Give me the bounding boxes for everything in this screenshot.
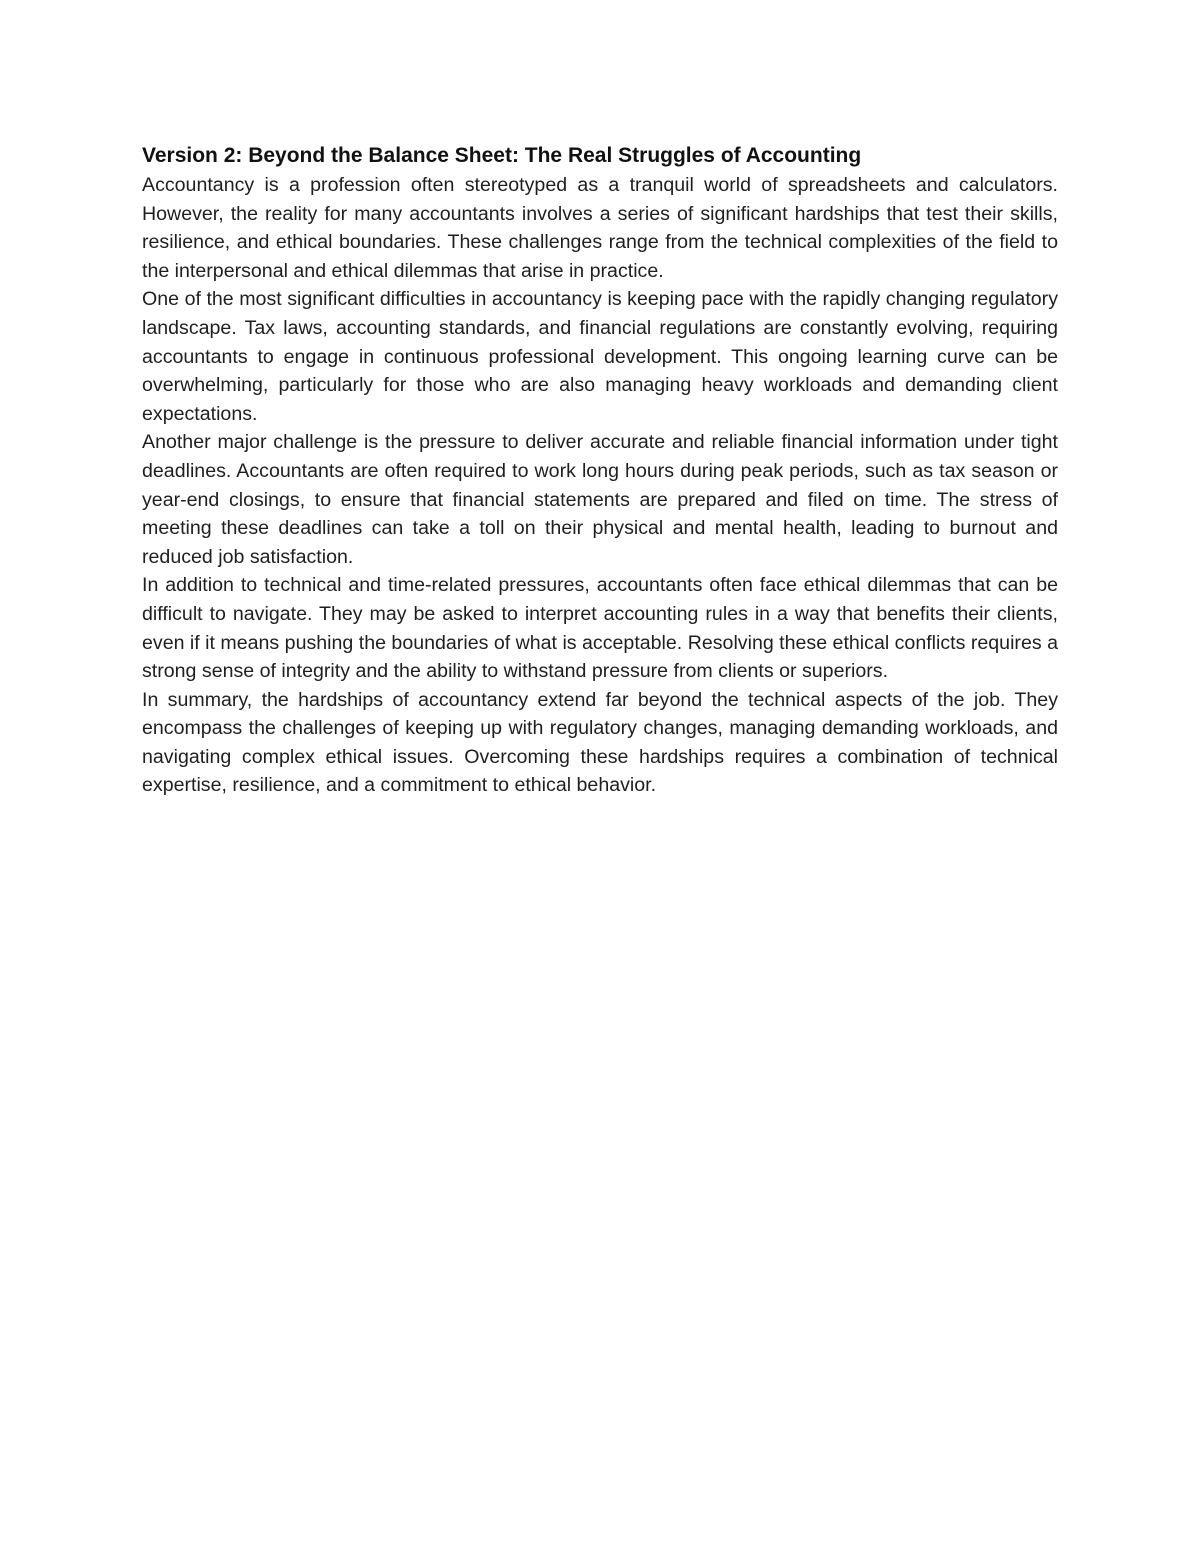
paragraph-intro: Accountancy is a profession often stereotyped as a tranquil world of spreadsheets and calculators. However, the reality for many accountants involves a series of significant hardships that test their skills, resilience, and ethical boundaries. These challenges range from the technical complexities of the field to the interpersonal and ethical dilemmas that arise in practice.: [142, 174, 1058, 282]
paragraph-deadlines: Another major challenge is the pressure to deliver accurate and reliable financial information under tight deadlines. Accountants are often required to work long hours during peak periods, such as tax season or year-end closings, to ensure that financial statements are prepared and filed on time. The stress of meeting these deadlines can take a toll on their physical and mental health, leading to burnout and reduced job satisfaction.: [142, 431, 1058, 568]
document-title: Version 2: Beyond the Balance Sheet: The Real Struggles of Accounting: [142, 144, 862, 167]
paragraph-regulatory: One of the most significant difficulties in accountancy is keeping pace with the rapidly changing regulatory landscape. Tax laws, accounting standards, and financial regulations are constantly evolving, requiring accountants to engage in continuous professional development. This ongoing learning curve can be overwhelming, particularly for those who are also managing heavy workloads and demanding client expectations.: [142, 288, 1058, 425]
document-body: [142, 141, 1058, 800]
paragraph-ethics: In addition to technical and time-related pressures, accountants often face ethical dilemmas that can be difficult to navigate. They may be asked to interpret accounting rules in a way that benefits their clients, even if it means pushing the boundaries of what is acceptable. Resolving these ethical conflicts requires a strong sense of integrity and the ability to withstand pressure from clients or superiors.: [142, 574, 1058, 683]
paragraph-summary: In summary, the hardships of accountancy extend far beyond the technical aspects of the job. They encompass the challenges of keeping up with regulatory changes, managing demanding workloads, and navigating complex ethical issues. Overcoming these hardships requires a combination of technical expertise, resilience, and a commitment to ethical behavior.: [142, 688, 1058, 797]
